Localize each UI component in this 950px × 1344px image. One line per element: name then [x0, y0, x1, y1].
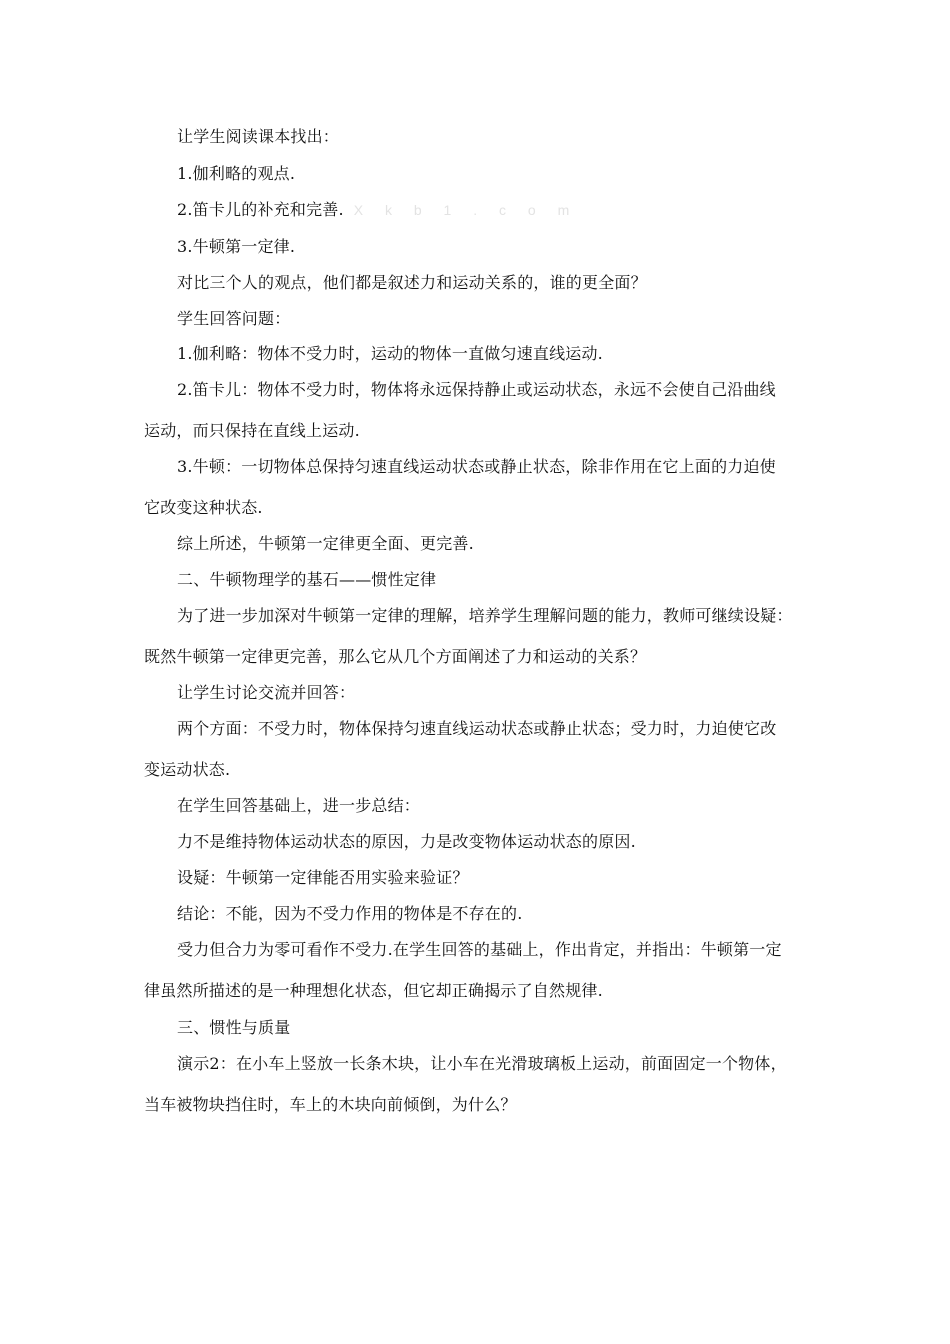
text-span: 2.笛卡儿的补充和完善.: [177, 200, 344, 219]
text-line: 让学生阅读课本找出：: [177, 127, 340, 146]
text-line: 1.伽利略的观点.: [177, 164, 296, 183]
text-line: 运动，而只保持在直线上运动.: [144, 421, 360, 440]
text-line: 学生回答问题：: [177, 309, 291, 328]
text-line: 3.牛顿第一定律.: [177, 237, 296, 256]
section-heading: 三、惯性与质量: [177, 1018, 291, 1037]
text-line: 在学生回答基础上，进一步总结：: [177, 796, 421, 815]
text-line: 为了进一步加深对牛顿第一定律的理解，培养学生理解问题的能力，教师可继续设疑：: [177, 606, 793, 625]
text-line: 变运动状态.: [144, 760, 231, 779]
text-line: 1.伽利略：物体不受力时，运动的物体一直做匀速直线运动.: [177, 344, 603, 363]
text-line: 结论：不能，因为不受力作用的物体是不存在的.: [177, 904, 523, 923]
text-line: 让学生讨论交流并回答：: [177, 683, 356, 702]
text-line: 力不是维持物体运动状态的原因，力是改变物体运动状态的原因.: [177, 832, 636, 851]
text-line: 受力但合力为零可看作不受力.在学生回答的基础上，作出肯定，并指出：牛顿第一定: [177, 940, 782, 959]
text-line: 对比三个人的观点，他们都是叙述力和运动关系的，谁的更全面？: [177, 273, 647, 292]
text-line: 3.牛顿：一切物体总保持匀速直线运动状态或静止状态，除非作用在它上面的力迫使: [177, 457, 776, 476]
text-line: 律虽然所描述的是一种理想化状态，但它却正确揭示了自然规律.: [144, 981, 603, 1000]
watermark-text: X k b 1 . c o m: [353, 202, 579, 218]
text-line: 2.笛卡儿：物体不受力时，物体将永远保持静止或运动状态，永远不会使自己沿曲线: [177, 380, 776, 399]
text-line: 两个方面：不受力时，物体保持匀速直线运动状态或静止状态；受力时，力迫使它改: [177, 719, 777, 738]
text-line: 设疑：牛顿第一定律能否用实验来验证？: [177, 868, 469, 887]
text-line: 演示2：在小车上竖放一长条木块，让小车在光滑玻璃板上运动，前面固定一个物体，: [177, 1054, 787, 1073]
text-line: 既然牛顿第一定律更完善，那么它从几个方面阐述了力和运动的关系？: [144, 647, 647, 666]
text-line: 当车被物块挡住时，车上的木块向前倾倒，为什么？: [144, 1095, 517, 1114]
text-line: 综上所述，牛顿第一定律更全面、更完善.: [177, 534, 474, 553]
text-line: [177, 200, 578, 220]
section-heading: 二、牛顿物理学的基石——惯性定律: [177, 570, 437, 589]
text-line: 它改变这种状态.: [144, 498, 263, 517]
